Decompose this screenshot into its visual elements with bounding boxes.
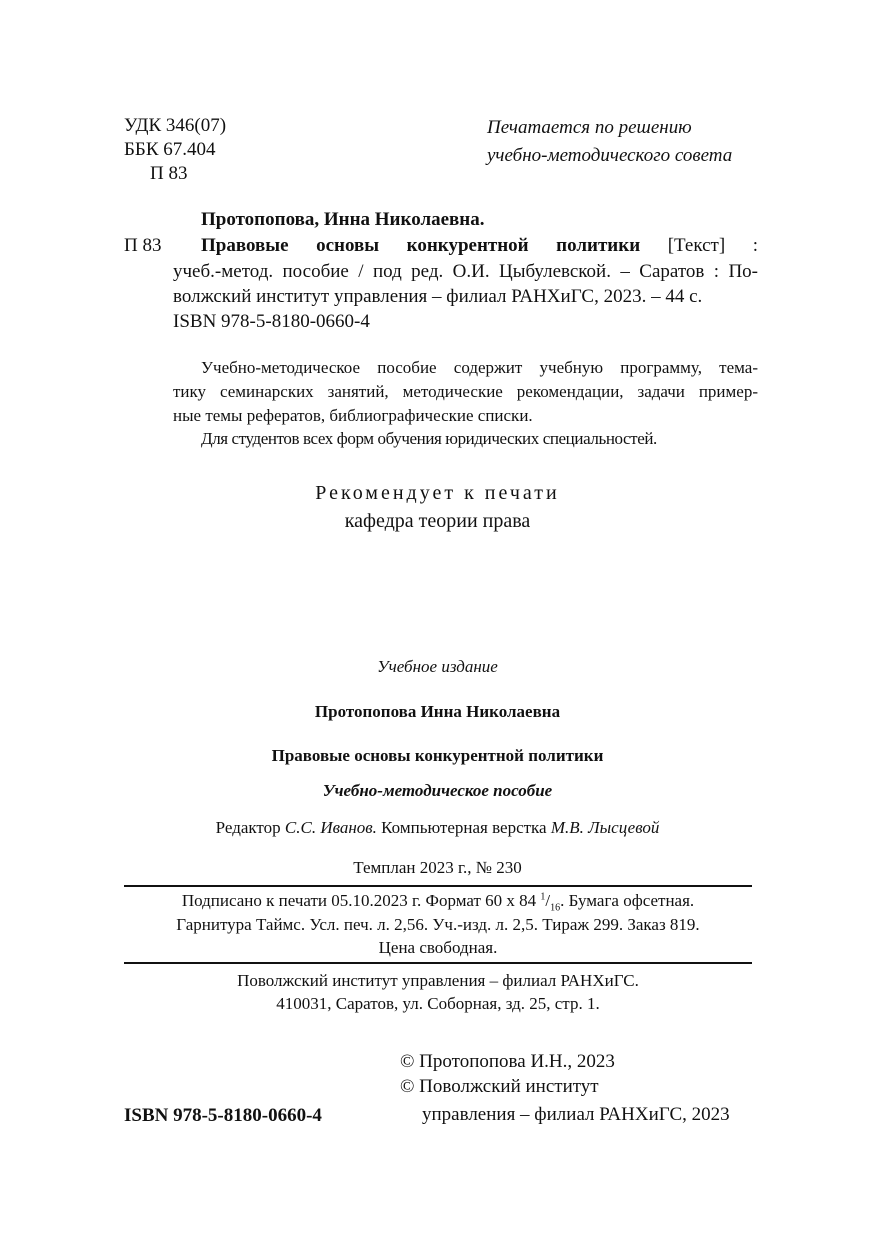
catalog-line-2: учеб.-метод. пособие / под ред. О.И. Цыбулевской. – Саратов : По- (173, 261, 758, 282)
recommendation-line-1: Рекомендует к печати (315, 482, 560, 504)
bbk-code: ББК 67.404 (124, 139, 216, 160)
annotation-line-2: тику семинарских занятий, методические рекомендации, задачи пример- (173, 382, 758, 401)
approval-line-1: Печатается по решению (487, 117, 692, 138)
top-rule (124, 885, 752, 887)
catalog-author: Протопопова, Инна Николаевна. (201, 209, 485, 230)
print-info-line-3: Цена свободная. (378, 938, 498, 957)
imprint-author: Протопопова Инна Николаевна (314, 702, 561, 721)
catalog-line-3: волжский институт управления – филиал РАНХиГС, 2023. – 44 с. (173, 286, 703, 307)
annotation-line-1: Учебно-методическое пособие содержит учебную программу, тема- (201, 358, 758, 377)
annotation-line-3: ные темы рефератов, библиографические списки. (173, 406, 533, 425)
copyright-institute: © Поволжский институт (400, 1076, 599, 1097)
layout-label: Компьютерная верстка (381, 818, 547, 837)
recommendation-line-2: кафедра теории права (344, 510, 531, 532)
catalog-isbn: ISBN 978-5-8180-0660-4 (173, 311, 370, 332)
bottom-rule (124, 962, 752, 964)
format-fraction-numerator: 1 (540, 891, 546, 903)
approval-line-2: учебно-методического совета (487, 145, 733, 166)
copyright-institute-cont: управления – филиал РАНХиГС, 2023 (422, 1104, 730, 1125)
templan: Темплан 2023 г., № 230 (353, 858, 522, 877)
author-mark: П 83 (150, 163, 188, 184)
editor-name: С.С. Иванов. (284, 818, 377, 837)
catalog-title: Правовые основы конкурентной политики (201, 235, 641, 256)
publisher-line-2: 410031, Саратов, ул. Соборная, зд. 25, стр. 1. (276, 994, 600, 1013)
catalog-mark: П 83 (124, 235, 162, 256)
footer-isbn: ISBN 978-5-8180-0660-4 (124, 1105, 322, 1126)
imprint-editors (0, 816, 875, 840)
print-info-line-2: Гарнитура Таймс. Усл. печ. л. 2,56. Уч.-изд. л. 2,5. Тираж 299. Заказ 819. (176, 915, 700, 934)
catalog-title-line (201, 233, 758, 259)
copyright-author: © Протопопова И.Н., 2023 (400, 1051, 615, 1072)
layout-name: М.В. Лысцевой (550, 818, 660, 837)
edition-type: Учебное издание (377, 657, 498, 676)
publisher-line-1: Поволжский институт управления – филиал РАНХиГС. (237, 971, 639, 990)
catalog-title-rest: [Текст] : (667, 235, 758, 256)
print-info-paper: . Бумага офсетная. (560, 891, 695, 910)
imprint-title: Правовые основы конкурентной политики (271, 746, 604, 765)
print-info-signed: Подписано к печати 05.10.2023 г. Формат 60 x 84 (181, 891, 537, 910)
format-fraction-denominator: 16 (550, 902, 561, 914)
editor-label: Редактор (215, 818, 281, 837)
annotation-line-4: Для студентов всех форм обучения юридических специальностей. (201, 429, 657, 448)
imprint-subtitle: Учебно-методическое пособие (322, 781, 553, 800)
print-info-line-1: Подписано к печати 05.10.2023 г. Формат 60 x 84 $^1/_{16}$. Бумага офсетная. (181, 891, 695, 914)
udk-code: УДК 346(07) (124, 115, 227, 136)
